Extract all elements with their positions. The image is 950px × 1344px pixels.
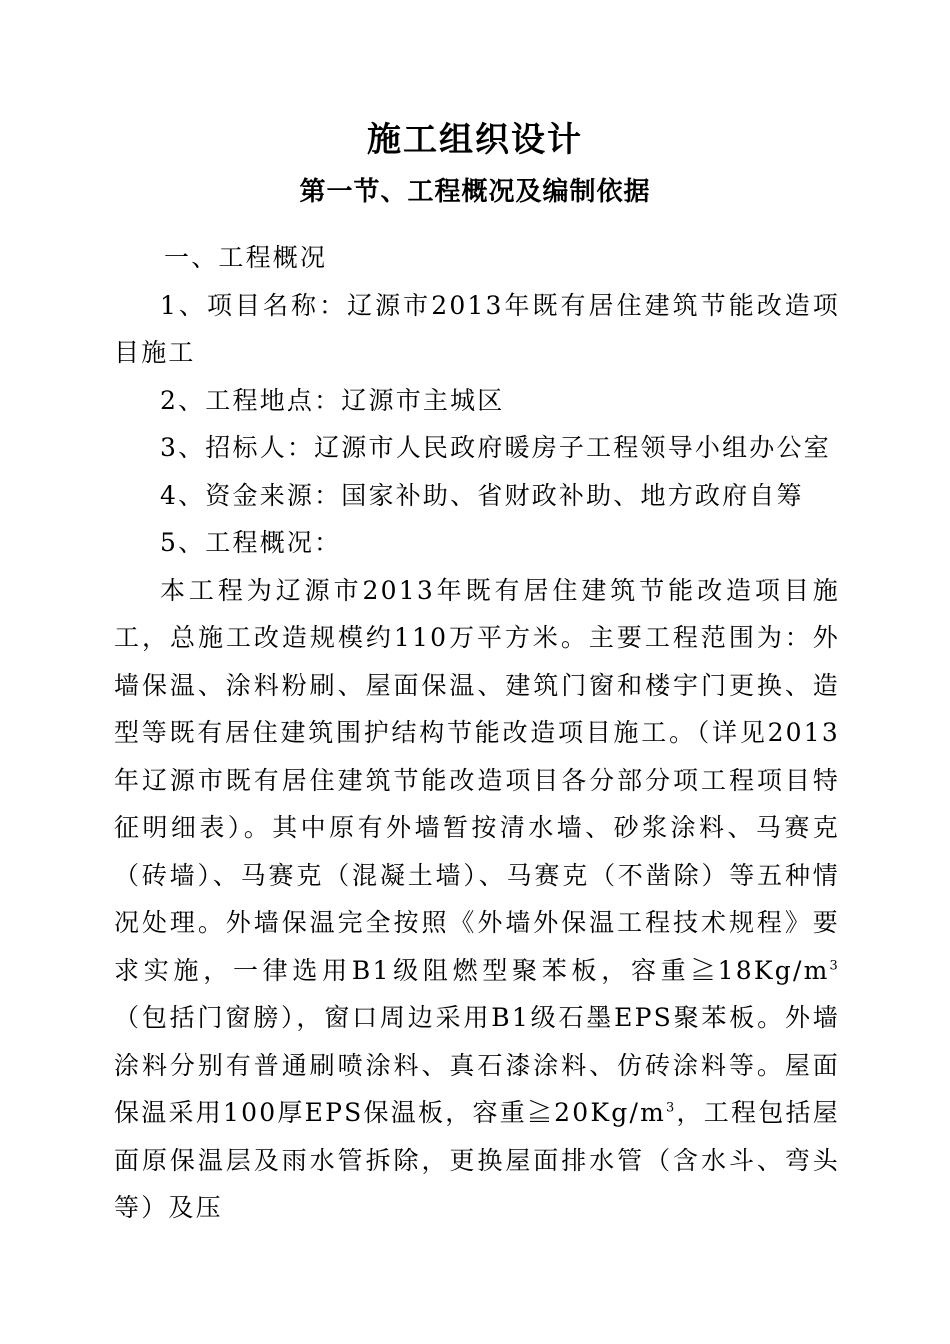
superscript-cubic-1: 3	[829, 958, 840, 974]
overview-text-1: 本工程为辽源市2013年既有居住建筑节能改造项目施工，总施工改造规模约110万平方米。主要工程范围为：外墙保温、涂料粉刷、屋面保温、建筑门窗和楼宇门更换、造型等既有居住建筑围护结构节能改造项目施工。（详见2013年辽源市既有居住建筑节能改造项目各分部分项工程项目特征明细表）。其中原有外墙暂按清水墙、砂浆涂料、马赛克（砖墙）、马赛克（混凝土墙）、马赛克（不凿除）等五种情况处理。外墙保温完全按照《外墙外保温工程技术规程》要求实施，一律选用B1级阻燃型聚苯板，容重≧18Kg/m	[114, 575, 840, 985]
section-title: 第一节、工程概况及编制依据	[299, 177, 651, 207]
heading-project-overview: 一、工程概况	[164, 243, 328, 272]
document-title: 施工组织设计	[367, 120, 583, 160]
item-funding-source: 4、资金来源：国家补助、省财政补助、地方政府自筹	[160, 480, 804, 510]
item-project-location: 2、工程地点：辽源市主城区	[160, 385, 505, 415]
overview-text-2: （包括门窗膀），窗口周边采用B1级石墨EPS聚苯板。外墙涂料分别有普通刷喷涂料、真石漆涂料、仿砖涂料等。屋面保温采用100厚EPS保温板，容重≧20Kg/m	[114, 1003, 840, 1127]
overview-text-3: ，工程包括屋面原保温层及雨水管拆除，更换屋面排水管（含水斗、弯头等）及压	[114, 1098, 840, 1222]
superscript-cubic-2: 3	[666, 1100, 677, 1116]
item-tenderer: 3、招标人：辽源市人民政府暖房子工程领导小组办公室	[160, 433, 831, 462]
document-body	[114, 234, 840, 1232]
overview-paragraph	[114, 567, 840, 1232]
item-project-overview: 5、工程概况：	[160, 528, 342, 557]
item-project-name: 1、项目名称：辽源市2013年既有居住建筑节能改造项目施工	[114, 290, 840, 367]
